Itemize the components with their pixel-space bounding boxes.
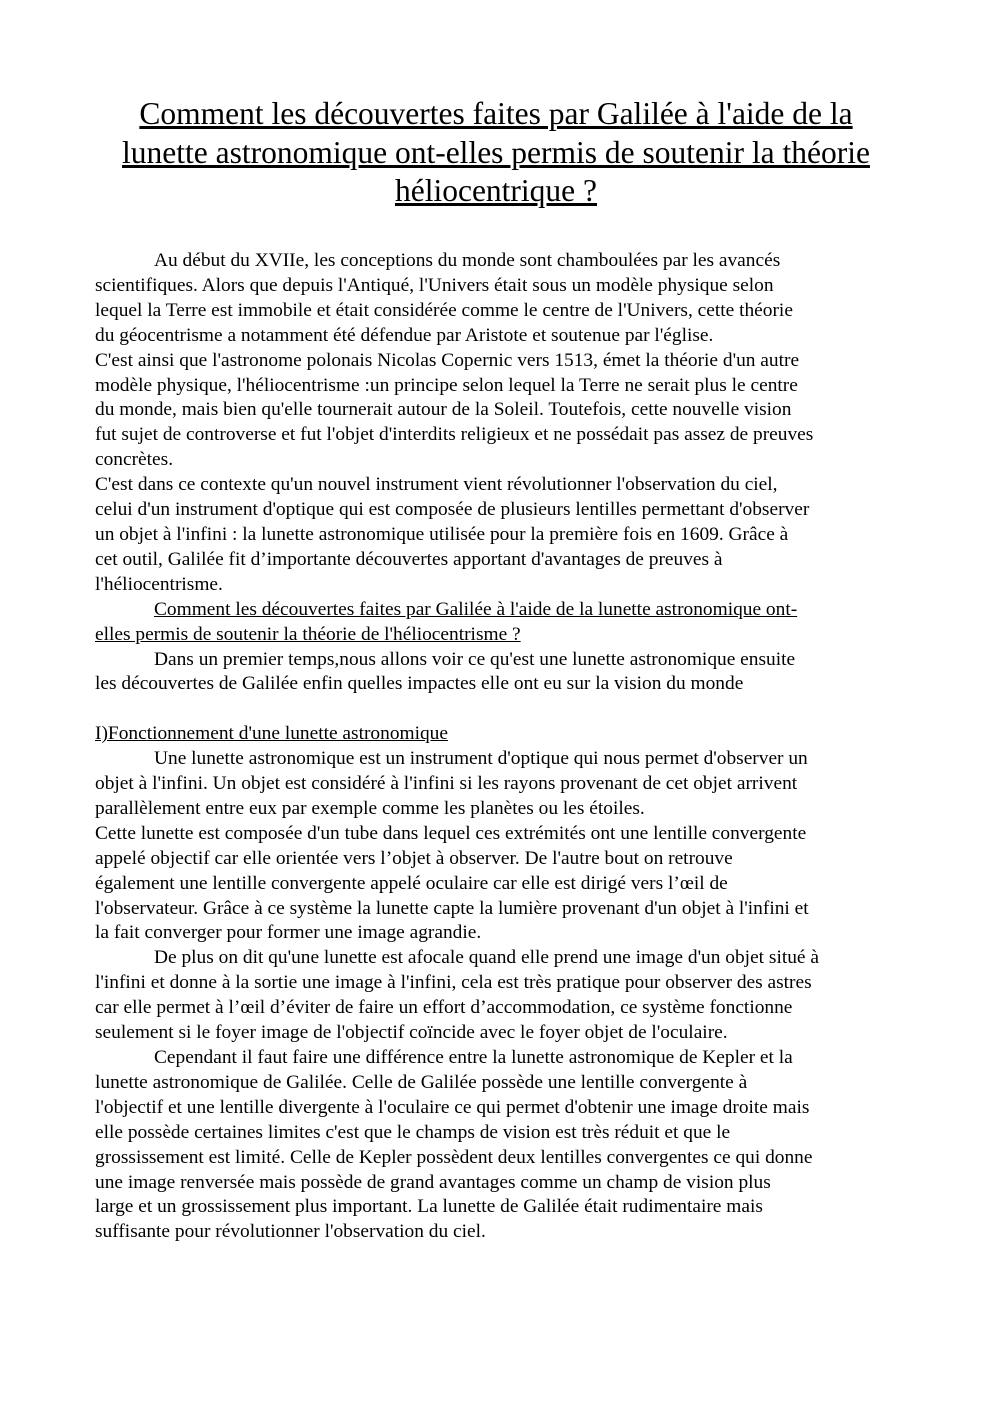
text-line: les découvertes de Galilée enfin quelles impactes elle ont eu sur la vision du monde [95,673,744,695]
text-line: l'infini et donne à la sortie une image à l'infini, cela est très pratique pour observer des astres [95,972,812,994]
text-line: scientifiques. Alors que depuis l'Antiqué, l'Univers était sous un modèle physique selon [95,274,774,296]
text-line: cet outil, Galilée fit d’importante découvertes apportant d'avantages de preuves à [95,548,723,570]
text-line: du monde, mais bien qu'elle tournerait autour de la Soleil. Toutefois, cette nouvelle vision [95,399,792,421]
text-line: fut sujet de controverse et fut l'objet d'interdits religieux et ne possédait pas assez de preuves [95,424,814,446]
text-line: l'héliocentrisme. [95,573,223,595]
text-line: car elle permet à l’œil d’éviter de faire un effort d’accommodation, ce système fonctionne [95,997,793,1019]
text-line: Une lunette astronomique est un instrument d'optique qui nous permet d'observer un [154,748,808,770]
section-heading [95,722,907,747]
text-line: modèle physique, l'héliocentrisme :un principe selon lequel la Terre ne serait plus le centre [95,374,798,396]
problem-statement-text: elles permis de soutenir la théorie de l'héliocentrisme ? [95,623,521,645]
text-line: l'observateur. Grâce à ce système la lunette capte la lumière provenant d'un objet à l'infini et [95,897,809,919]
blank-line [95,697,907,722]
text-line: suffisante pour révolutionner l'observation du ciel. [95,1221,486,1243]
text-line: grossissement est limité. Celle de Kepler possèdent deux lentilles convergentes ce qui donne [95,1146,813,1168]
text-line: Cependant il faut faire une différence entre la lunette astronomique de Kepler et la [154,1046,793,1068]
text-line: parallèlement entre eux par exemple comme les planètes ou les étoiles. [95,797,645,819]
text-line: celui d'un instrument d'optique qui est composée de plusieurs lentilles permettant d'observer [95,499,810,521]
text-line: seulement si le foyer image de l'objectif coïncide avec le foyer objet de l'oculaire. [95,1022,728,1044]
text-line: lunette astronomique de Galilée. Celle de Galilée possède une lentille convergente à [95,1071,748,1093]
text-line: concrètes. [95,449,174,471]
text-line: du géocentrisme a notamment été défendue par Aristote et soutenue par l'église. [95,324,714,346]
text-line: également une lentille convergente appelé oculaire car elle est dirigé vers l’œil de [95,872,728,894]
title-line: héliocentrique ? [394,173,598,208]
text-line: De plus on dit qu'une lunette est afocale quand elle prend une image d'un objet situé à [154,947,819,969]
title-line: Comment les découvertes faites par Galilée à l'aide de la [139,96,853,131]
text-line: Dans un premier temps,nous allons voir ce qu'est une lunette astronomique ensuite [154,648,796,670]
text-line: large et un grossissement plus important. La lunette de Galilée était rudimentaire mais [95,1196,763,1218]
text-line: un objet à l'infini : la lunette astronomique utilisée pour la première fois en 1609. Grâce à [95,523,789,545]
problem-statement-line [95,598,907,623]
text-line: appelé objectif car elle orientée vers l’objet à observer. De l'autre bout on retrouve [95,847,733,869]
text-line: l'objectif et une lentille divergente à l'oculaire ce qui permet d'obtenir une image droite mais [95,1096,810,1118]
text-line: objet à l'infini. Un objet est considéré à l'infini si les rayons provenant de cet objet arrivent [95,773,798,795]
document-body [95,249,907,1245]
text-line: la fait converger pour former une image agrandie. [95,922,482,944]
text-line: Au début du XVIIe, les conceptions du monde sont chamboulées par les avancés [154,250,781,271]
text-line: C'est dans ce contexte qu'un nouvel instrument vient révolutionner l'observation du ciel, [95,474,778,496]
problem-statement-text: Comment les découvertes faites par Galilée à l'aide de la lunette astronomique ont- [154,598,798,620]
text-line: Cette lunette est composée d'un tube dans lequel ces extrémités ont une lentille convergente [95,822,807,844]
document-title [90,95,902,211]
section-heading-text: I)Fonctionnement d'une lunette astronomique [95,723,448,745]
text-line: lequel la Terre est immobile et était considérée comme le centre de l'Univers, cette théorie [95,299,793,321]
text-line: une image renversée mais possède de grand avantages comme un champ de vision plus [95,1171,771,1193]
text-line: C'est ainsi que l'astronome polonais Nicolas Copernic vers 1513, émet la théorie d'un autre [95,349,800,371]
problem-statement-line [95,623,907,648]
text-line: elle possède certaines limites c'est que le champs de vision est très réduit et que le [95,1121,731,1143]
title-line: lunette astronomique ont-elles permis de soutenir la théorie [122,134,870,170]
